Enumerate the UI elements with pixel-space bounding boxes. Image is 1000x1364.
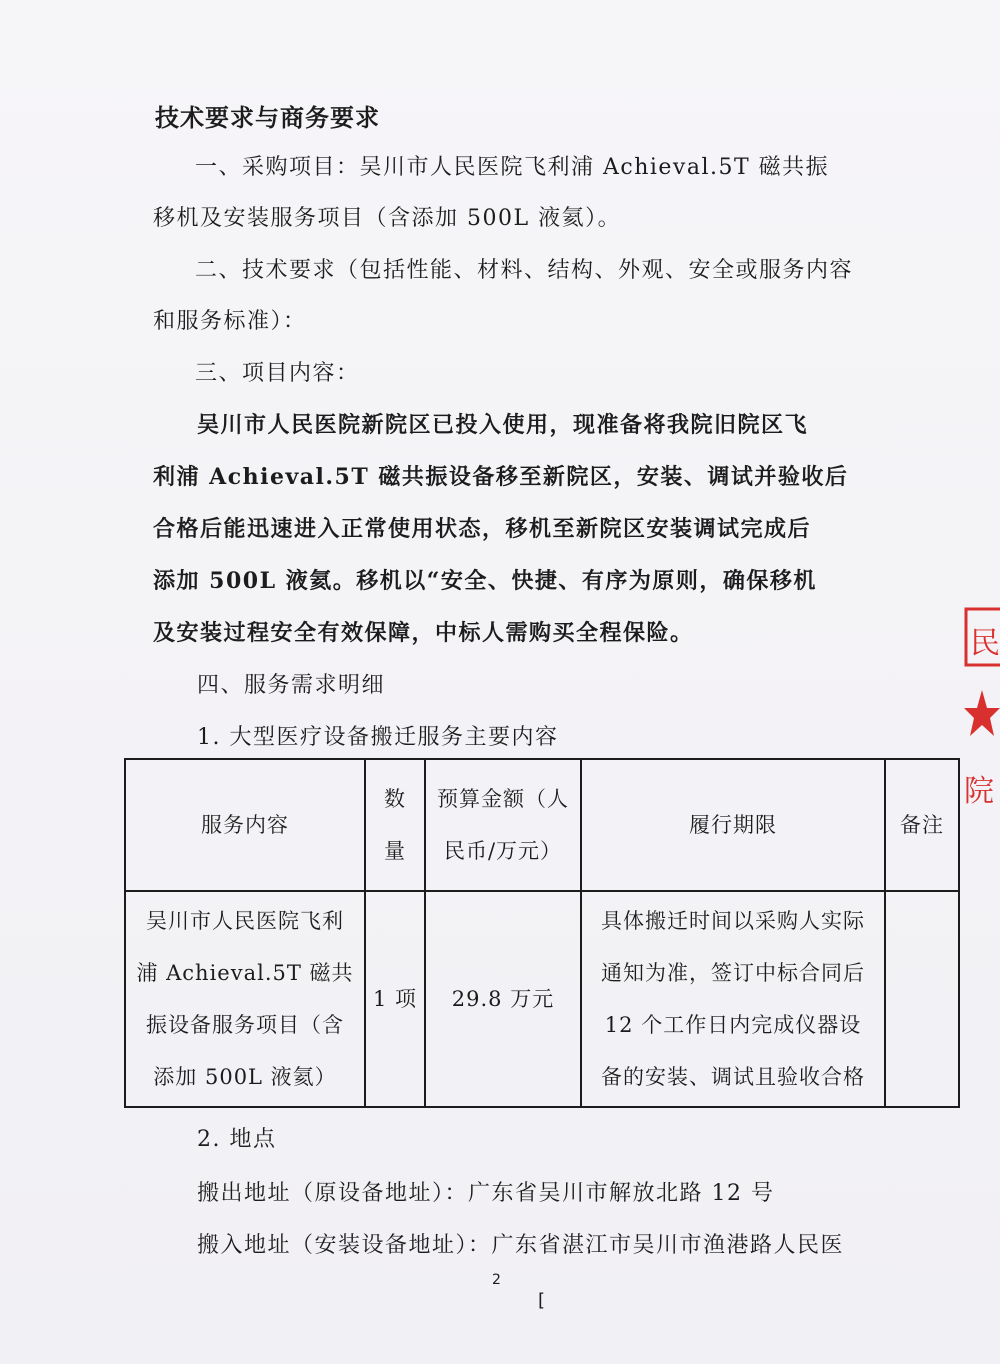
service-details-heading: 四、服务需求明细 [197, 673, 386, 698]
section-heading: 技术要求与商务要求 [155, 103, 380, 132]
row-budget [426, 892, 580, 1106]
project-content-line3: 合格后能迅速进入正常使用状态，移机至新院区安装调试完成后 [153, 516, 812, 542]
tech-requirements-line2: 和服务标准）： [153, 309, 307, 334]
project-content-line2: 利浦 Achieval.5T 磁共振设备移至新院区，安装、调试并验收后 [153, 464, 849, 490]
procurement-item-line1: 一、采购项目：吴川市人民医院飞利浦 Achieval.5T 磁共振 [195, 155, 830, 180]
row-period-line1: 具体搬迁时间以采购人实际 [601, 909, 865, 933]
seal-star [964, 690, 1000, 736]
row-quantity-text: 1 项 [372, 987, 418, 1011]
project-content-line5: 及安装过程安全有效保障，中标人需购买全程保险。 [153, 620, 694, 646]
procurement-item-line2: 移机及安装服务项目（含添加 500L 液氦）。 [153, 206, 622, 231]
location-from: 搬出地址（原设备地址）：广东省吴川市解放北路 12 号 [197, 1181, 775, 1206]
red-seal-stamp [960, 605, 1000, 825]
header-period [582, 760, 884, 890]
location-to: 搬入地址（安装设备地址）：广东省湛江市吴川市渔港路人民医 [197, 1233, 845, 1258]
header-remark [886, 760, 958, 890]
row-period-line4: 备的安装、调试且验收合格 [601, 1065, 865, 1089]
header-budget-line2: 民币/万元） [443, 839, 563, 863]
seal-char-bottom: 院 [964, 774, 994, 809]
page-mark: [ [538, 1290, 546, 1311]
row-content-line2: 浦 Achieval.5T 磁共 [136, 961, 354, 985]
project-content-heading: 三、项目内容： [195, 361, 360, 386]
row-service-content [126, 892, 364, 1106]
page-number: 2 [492, 1272, 501, 1288]
row-content-line1: 吴川市人民医院飞利 [146, 909, 344, 933]
project-content-line1: 吴川市人民医院新院区已投入使用，现准备将我院旧院区飞 [197, 412, 809, 438]
row-period-line2: 通知为准，签订中标合同后 [601, 961, 865, 985]
row-quantity [366, 892, 424, 1106]
header-budget [426, 760, 580, 890]
tech-requirements-line1: 二、技术要求（包括性能、材料、结构、外观、安全或服务内容 [195, 258, 854, 283]
project-content-line4: 添加 500L 液氦。移机以“安全、快捷、有序为原则，确保移机 [153, 568, 817, 594]
row-content-line4: 添加 500L 液氦） [153, 1065, 337, 1089]
service-main-content-heading: 1. 大型医疗设备搬迁服务主要内容 [197, 725, 559, 750]
seal-char-top: 民 [970, 626, 1000, 661]
row-period [582, 892, 884, 1106]
header-remark-text: 备注 [900, 813, 944, 837]
header-service-content [126, 760, 364, 890]
row-remark [886, 892, 958, 1106]
row-period-line3: 12 个工作日内完成仪器设 [604, 1013, 862, 1037]
header-period-text: 履行期限 [689, 813, 777, 837]
row-budget-text: 29.8 万元 [451, 987, 555, 1011]
header-quantity-line1: 数 [384, 787, 406, 811]
header-quantity-line2: 量 [384, 839, 406, 863]
service-table [124, 758, 960, 1108]
header-budget-line1: 预算金额（人 [437, 787, 569, 811]
header-quantity [366, 760, 424, 890]
row-content-line3: 振设备服务项目（含 [146, 1013, 344, 1037]
header-service-content-text: 服务内容 [201, 813, 289, 837]
location-heading: 2. 地点 [197, 1127, 277, 1152]
